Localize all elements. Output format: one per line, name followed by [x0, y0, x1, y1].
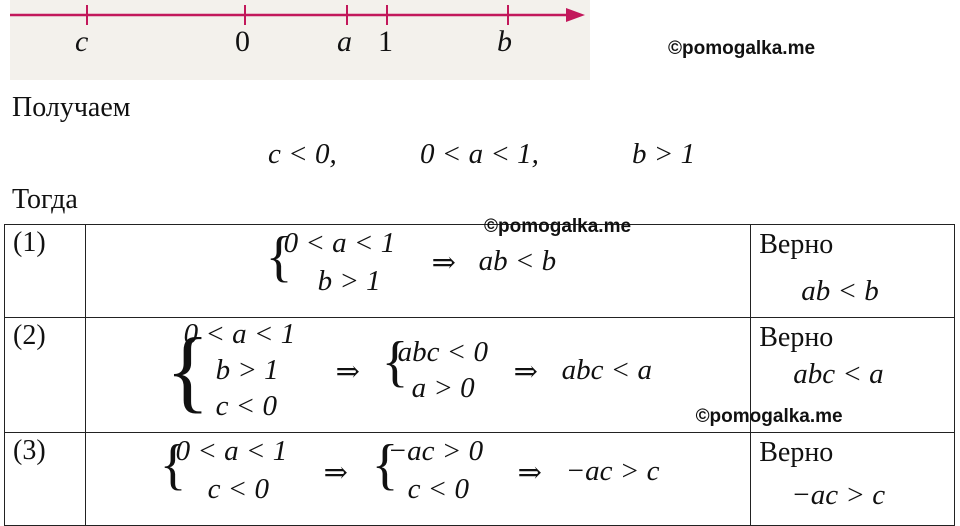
verdict-text: Верно	[759, 437, 834, 468]
solution-table	[4, 224, 955, 526]
verdict-text: Верно	[759, 322, 834, 353]
implies-arrow: ⇒	[431, 247, 456, 279]
watermark-middle: ©pomogalka.me	[484, 216, 632, 237]
system-line: −ac > 0	[387, 435, 484, 467]
row-number: (1)	[5, 225, 86, 318]
watermark-top: ©pomogalka.me	[668, 38, 816, 59]
row-number: (3)	[5, 433, 86, 526]
row-result	[751, 225, 955, 318]
table-row	[5, 225, 955, 318]
result-expression: ab < b	[801, 275, 879, 307]
system-line: b > 1	[317, 265, 381, 297]
system-brace: {	[371, 434, 399, 496]
final-expression: abc < a	[561, 354, 653, 386]
tick-label-b: b	[497, 25, 512, 58]
system-line: c < 0	[215, 390, 278, 422]
row-expression	[85, 225, 751, 318]
row-expression	[85, 433, 751, 526]
implies-arrow: ⇒	[323, 457, 348, 489]
system-brace: {	[165, 319, 210, 421]
system-line: c < 0	[407, 473, 470, 505]
result-expression: abc < a	[793, 358, 884, 390]
result-expression: −ac > c	[791, 479, 886, 511]
system-brace: {	[159, 434, 187, 496]
then-text: Тогда	[12, 184, 78, 215]
row-result	[751, 318, 955, 433]
tick-label-a: a	[337, 25, 352, 58]
final-expression: −ac > c	[565, 455, 660, 487]
tick-label-0: 0	[235, 25, 250, 58]
system-line: a > 0	[411, 372, 475, 404]
watermark-bottom: ©pomogalka.me	[695, 406, 843, 427]
get-text: Получаем	[12, 92, 131, 123]
implies-arrow: ⇒	[513, 356, 538, 388]
system-line: c < 0	[207, 473, 270, 505]
implies-arrow: ⇒	[335, 356, 360, 388]
number-line	[10, 0, 590, 80]
table-row	[5, 433, 955, 526]
system-line: 0 < a < 1	[283, 227, 396, 259]
system-line: 0 < a < 1	[175, 435, 288, 467]
inequality-a: 0 < a < 1,	[420, 138, 539, 170]
system-line: abc < 0	[397, 336, 489, 368]
tick-label-c: c	[75, 25, 89, 58]
verdict-text: Верно	[759, 229, 834, 260]
inequality-c: c < 0,	[268, 138, 337, 170]
row-result	[751, 433, 955, 526]
system-line: b > 1	[215, 354, 279, 386]
system-brace: {	[381, 331, 409, 393]
tick-label-1: 1	[378, 25, 393, 58]
final-expression: ab < b	[478, 245, 557, 277]
inequality-b: b > 1	[632, 138, 696, 170]
table-row	[5, 318, 955, 433]
system-brace: {	[265, 226, 293, 288]
row-number: (2)	[5, 318, 86, 433]
implies-arrow: ⇒	[517, 457, 542, 489]
system-line: 0 < a < 1	[183, 318, 296, 350]
